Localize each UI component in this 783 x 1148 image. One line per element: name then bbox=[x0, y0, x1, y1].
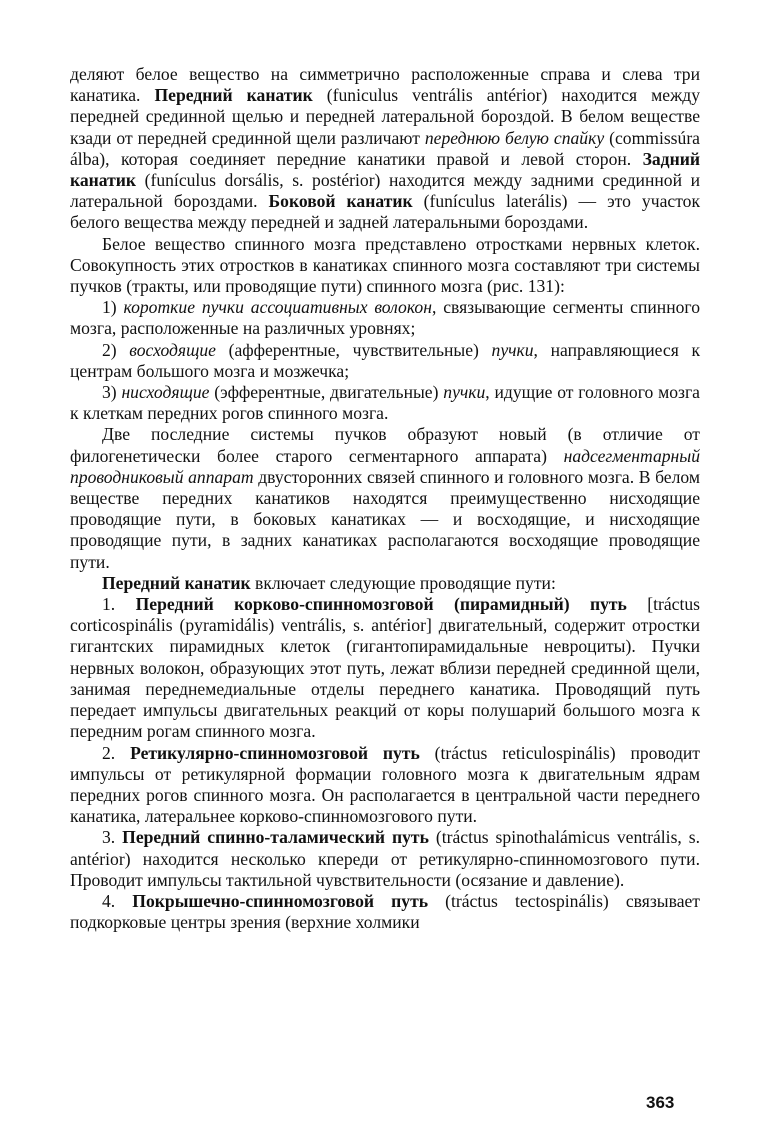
text-run: (tráctus tectospinális) связывает подкорковые центры зрения (верхние холмики bbox=[70, 890, 700, 933]
paragraph bbox=[70, 340, 700, 382]
text-run: 4. bbox=[102, 890, 133, 911]
text-run: Белое вещество спинного мозга представлено отростками нервных клеток. Совокупность этих отростков в канатиках спинного мозга составляют три системы пучков (тракты, или проводящие пути) спинного мозга (рис. 131): bbox=[70, 233, 700, 297]
text-run: , связывающие сегменты спинного мозга, расположенные на различных уровнях; bbox=[70, 297, 700, 339]
text-run: 1. bbox=[102, 594, 136, 615]
text-run: 2) bbox=[102, 339, 130, 360]
paragraph bbox=[70, 827, 700, 891]
text-run: (афферентные, чувствительные) bbox=[215, 339, 492, 360]
text-run: включает следующие проводящие пути: bbox=[250, 572, 556, 593]
bold-term: Задний канатик bbox=[70, 148, 700, 191]
paragraph bbox=[70, 594, 700, 742]
text-run: (tráctus spinothalámicus ventrális, s. antérior) находится несколько кпереди от ретикулярно-спинномозгового пути. Проводит импульсы тактильной чувствительности (осязание и давление). bbox=[70, 827, 701, 890]
text-run: двусторонних связей спинного и головного мозга. В белом веществе передних канатиков находятся преимущественно нисходящие проводящие пути, в боковых канатиках — и восходящие, и нисходящие проводящие пути, в задних канатиках располагаются восходящие проводящие пути. bbox=[70, 466, 700, 572]
text-run: (funículus laterális) — это участок белого вещества между передней и задней латеральными бороздами. bbox=[70, 191, 700, 233]
body-text bbox=[70, 64, 700, 933]
italic-term: нисходящие bbox=[121, 382, 210, 403]
text-run: 3) bbox=[102, 382, 122, 403]
italic-term: надсегментарный проводниковый аппарат bbox=[70, 445, 700, 487]
text-run: (commissúra álba), которая соединяет передние канатики правой и левой сторон. bbox=[70, 127, 700, 169]
italic-term: восходящие bbox=[129, 339, 216, 360]
paragraph bbox=[70, 234, 700, 298]
text-run: (tráctus reticulospinális) проводит импульсы от ретикулярной формации головного мозга к двигательным ядрам передних рогов спинного мозга. Он располагается в центральной части переднего канатика, латеральнее корково-спинномозгового пути. bbox=[70, 742, 700, 827]
bold-term: Передний спинно-таламический путь bbox=[122, 827, 429, 848]
bold-term: Передний канатик bbox=[102, 572, 251, 593]
paragraph bbox=[70, 64, 700, 234]
bold-term: Передний канатик bbox=[154, 85, 313, 106]
text-run: 3. bbox=[102, 827, 123, 848]
bold-term: Боковой канатик bbox=[268, 191, 413, 212]
text-run: 2. bbox=[102, 742, 131, 763]
italic-term: переднюю белую спайку bbox=[424, 127, 605, 148]
paragraph bbox=[70, 424, 700, 572]
bold-term: Ретикулярно-спинномозговой путь bbox=[130, 742, 420, 763]
bold-term: Передний корково-спинномозговой (пирамидный) путь bbox=[135, 594, 627, 615]
italic-term: короткие пучки ассоциативных волокон bbox=[123, 297, 432, 318]
text-run: (эфферентные, двигательные) bbox=[209, 382, 444, 403]
page-number: 363 bbox=[646, 1093, 675, 1112]
paragraph bbox=[70, 382, 700, 424]
text-run: деляют белое вещество на симметрично расположенные справа и слева три канатика. bbox=[70, 64, 700, 106]
text-run: , направляющиеся к центрам большого мозга и мозжечка; bbox=[70, 339, 700, 381]
paragraph bbox=[70, 297, 700, 339]
text-run: (funiculus ventrális antérior) находится между передней срединной щелью и передней латеральной бороздой. В белом веществе кзади от передней срединной щели различают bbox=[70, 85, 700, 148]
text-run: Две последние системы пучков образуют новый (в отличие от филогенетически более старого сегментарного аппарата) bbox=[70, 424, 700, 466]
text-run: (funículus dorsális, s. postérior) находится между задними срединной и латеральной бороздами. bbox=[70, 170, 700, 212]
italic-term: пучки bbox=[491, 339, 534, 360]
paragraph bbox=[70, 891, 700, 933]
italic-term: пучки bbox=[443, 382, 486, 403]
bold-term: Покрышечно-спинномозговой путь bbox=[132, 890, 429, 911]
text-run: 1) bbox=[102, 297, 124, 318]
paragraph bbox=[70, 573, 700, 594]
text-run: [tráctus corticospinális (pyramidális) ventrális, s. antérior] двигательный, содержит отростки гигантских пирамидных клеток (гигантопирамидальные невроциты). Пучки нервных волокон, образующих этот путь, лежат вблизи передней срединной щели, занимая переднемедиальные отделы переднего канатика. Проводящий путь передает импульсы двигательных реакций от коры полушарий большого мозга к передним рогам спинного мозга. bbox=[70, 594, 701, 742]
text-run: , идущие от головного мозга к клеткам передних рогов спинного мозга. bbox=[70, 382, 700, 424]
paragraph bbox=[70, 743, 700, 828]
